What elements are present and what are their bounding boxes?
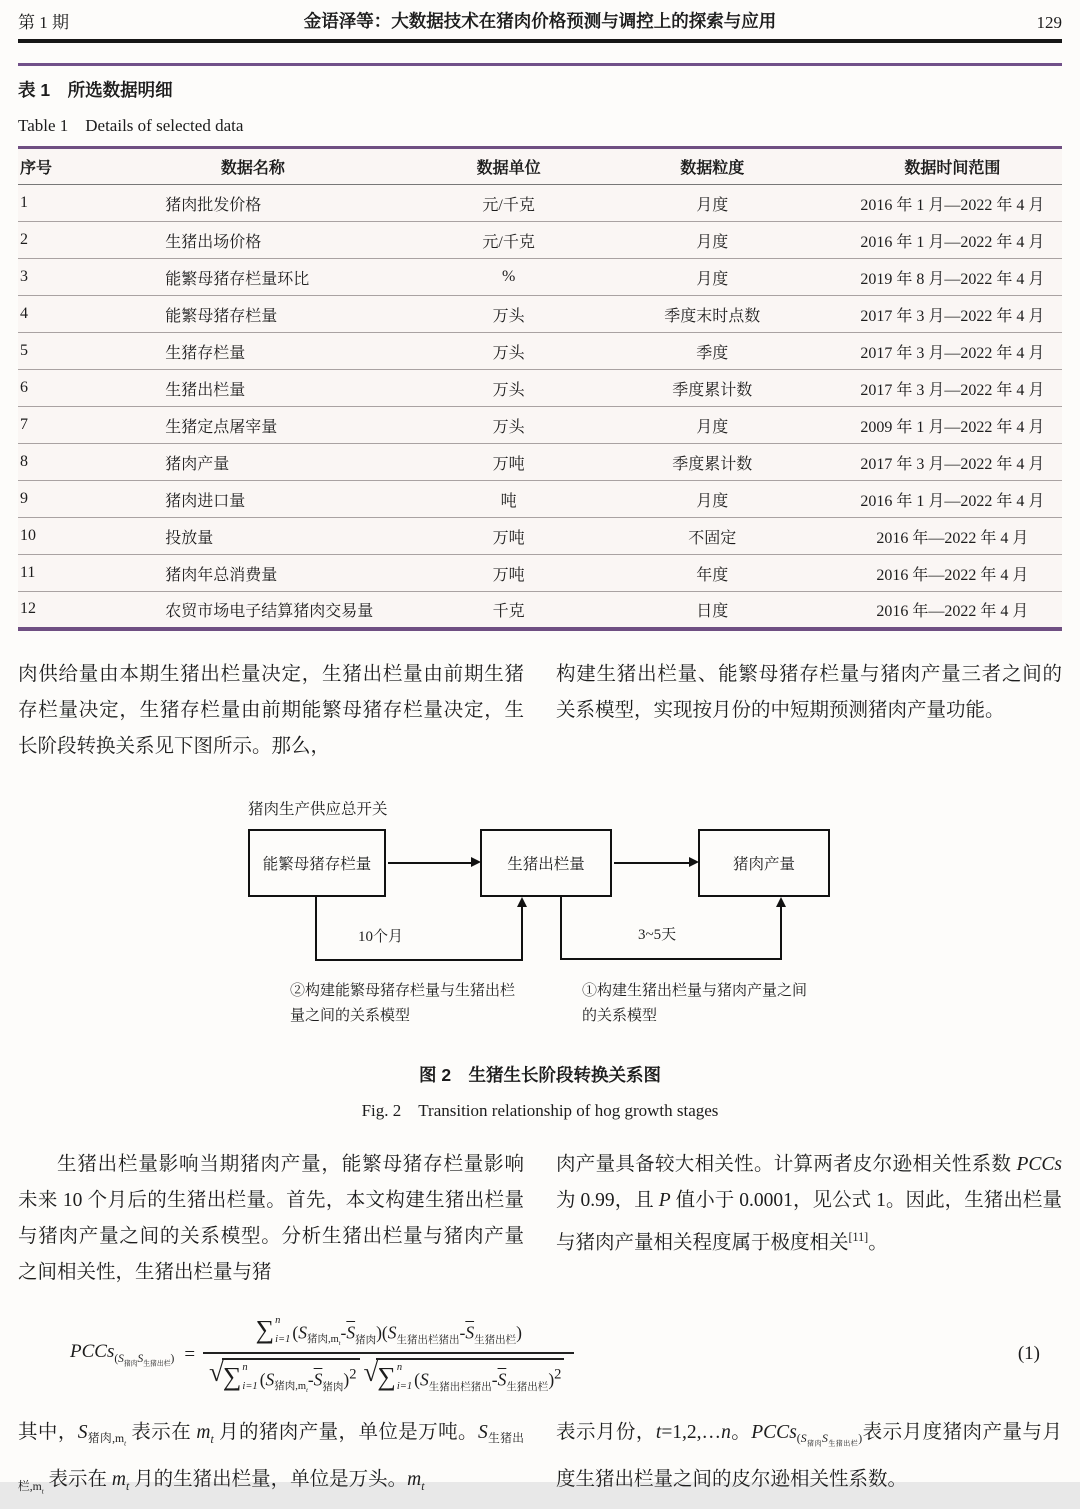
cell-range: 2017 年 3 月—2022 年 4 月: [843, 296, 1062, 333]
cell-granularity: 年度: [582, 555, 843, 592]
table-row: [18, 370, 1062, 407]
loop1-label: 10个月: [358, 928, 404, 945]
cell-name: 投放量: [70, 518, 435, 555]
arrowhead-up-icon: [776, 897, 786, 907]
cell-granularity: 月度: [582, 185, 843, 222]
running-header: [18, 0, 1062, 33]
cell-name: 猪肉年总消费量: [70, 555, 435, 592]
table-caption-en: Table 1 Details of selected data: [18, 116, 244, 135]
cell-range: 2019 年 8 月—2022 年 4 月: [843, 259, 1062, 296]
cell-serial: 9: [18, 481, 70, 518]
cell-granularity: 月度: [582, 407, 843, 444]
cell-name: 能繁母猪存栏量环比: [70, 259, 435, 296]
cell-range: 2016 年 1 月—2022 年 4 月: [843, 185, 1062, 222]
cell-serial: 3: [18, 259, 70, 296]
cell-unit: 元/千克: [436, 222, 582, 259]
diagram-note-1: ①构建生猪出栏量与猪肉产量之间的关系模型: [582, 982, 808, 1024]
cell-name: 猪肉产量: [70, 444, 435, 481]
cell-name: 农贸市场电子结算猪肉交易量: [165, 602, 374, 620]
col-header-granularity: 数据粒度: [582, 148, 843, 185]
paragraph-right-mid: 肉产量具备较大相关性。计算两者皮尔逊相关性系数 PCCs 为 0.99，且 P 值小于 0.0001，见公式 1。因此，生猪出栏量与猪肉产量相关程度属于极度相关[11]。: [556, 1153, 1062, 1253]
cell-unit: 元/千克: [436, 185, 582, 222]
table-row: [18, 555, 1062, 592]
cell-range: 2017 年 3 月—2022 年 4 月: [843, 444, 1062, 481]
cell-range: 2016 年 1 月—2022 年 4 月: [843, 222, 1062, 259]
loop2-up-line: [780, 906, 782, 958]
paragraph-left-bottom: 其中，$S_{猪肉,m_t}$ 表示在 $m_t$ 月的猪肉产量，单位是万吨。$S_{生猪出栏,m_t}$ 表示在 $m_t$ 月的生猪出栏量，单位是万头。$m_t$: [18, 1421, 524, 1495]
loop2-label: 3~5天: [638, 926, 677, 943]
table-row: [18, 592, 1062, 629]
fraction: [203, 1315, 574, 1395]
figure-caption-en: Fig. 2 Transition relationship of hog growth stages: [361, 1100, 719, 1120]
cell-unit: %: [436, 259, 582, 296]
hog-growth-diagram: [230, 801, 950, 1046]
cell-range: 2017 年 3 月—2022 年 4 月: [843, 370, 1062, 407]
cell-serial: 12: [20, 600, 36, 618]
body-text-mid: [18, 1147, 1062, 1291]
cell-serial: 4: [18, 296, 70, 333]
cell-name: 猪肉进口量: [70, 481, 435, 518]
table-header-row: [18, 148, 1062, 185]
arrowhead-right-icon: [689, 857, 699, 867]
cell-range: 2016 年—2022 年 4 月: [876, 602, 1029, 620]
cell-name: 生猪存栏量: [70, 333, 435, 370]
table-row: [18, 222, 1062, 259]
arrowhead-right-icon: [471, 857, 481, 867]
equals-sign: =: [184, 1343, 196, 1365]
cell-granularity: 月度: [582, 481, 843, 518]
table-row: [18, 407, 1062, 444]
cell-range: 2016 年 1 月—2022 年 4 月: [843, 481, 1062, 518]
cell-serial: 7: [18, 407, 70, 444]
cell-unit: 万吨: [436, 518, 582, 555]
cell-serial: 10: [18, 518, 70, 555]
arrow-line-1: [388, 862, 471, 864]
cell-range: 2017 年 3 月—2022 年 4 月: [843, 333, 1062, 370]
numerator: ∑ n i=1 $(S_{猪肉,m_t}-\overline{S}_{猪肉})(S_{生猪出栏猪出}-\overline{S}_{生猪出栏})$: [255, 1314, 522, 1348]
cell-unit: 万吨: [436, 444, 582, 481]
cell-unit: 万头: [436, 407, 582, 444]
cell-granularity: 季度累计数: [582, 444, 843, 481]
cell-name: 生猪出栏量: [70, 370, 435, 407]
loop2-down-line: [560, 897, 562, 960]
cell-granularity: 不固定: [582, 518, 843, 555]
radical-2: √ ∑ n i=1 $(S_{生猪出栏猪出}-\overline{S}_{生猪出栏})^2$: [364, 1358, 565, 1394]
cell-range: 2016 年—2022 年 4 月: [843, 555, 1062, 592]
loop1-up-line: [521, 906, 523, 961]
page-number: 129: [1036, 13, 1062, 32]
cell-range: 2016 年—2022 年 4 月: [843, 518, 1062, 555]
equation-1: [18, 1305, 1062, 1405]
cell-serial: 11: [18, 555, 70, 592]
col-header-unit: 数据单位: [436, 148, 582, 185]
cell-name: 能繁母猪存栏量: [70, 296, 435, 333]
arrow-line-2: [614, 862, 689, 864]
table-row: [18, 444, 1062, 481]
cell-serial: 2: [18, 222, 70, 259]
col-header-range: 数据时间范围: [843, 148, 1062, 185]
diagram-switch-label: 猪肉生产供应总开关: [248, 800, 388, 818]
cell-granularity: 季度累计数: [582, 370, 843, 407]
cell-serial: 1: [18, 185, 70, 222]
table-row: [18, 481, 1062, 518]
cell-serial: 8: [18, 444, 70, 481]
math-p: P: [658, 1189, 671, 1211]
diagram-box-sow-inventory: 能繁母猪存栏量: [248, 829, 386, 897]
issue-label: 第 1 期: [18, 13, 69, 32]
math-pccs: PCCs: [1016, 1153, 1062, 1175]
table-row: [18, 296, 1062, 333]
sum-operator: ∑ n i=1: [255, 1314, 291, 1345]
cell-unit: 千克: [492, 602, 525, 620]
equation-number: (1): [1017, 1342, 1040, 1364]
radical-1: √ ∑ n i=1 $(S_{猪肉,m_t}-\overline{S}_{猪肉})^2$: [209, 1358, 359, 1395]
body-text-bottom: [18, 1415, 1062, 1509]
cell-name: 猪肉批发价格: [70, 185, 435, 222]
arrowhead-up-icon: [517, 897, 527, 907]
table-row: [18, 185, 1062, 222]
cell-name: 生猪出场价格: [70, 222, 435, 259]
col-header-name: 数据名称: [70, 148, 435, 185]
diagram-box-pork-output: 猪肉产量: [698, 829, 830, 897]
paragraph-right-bottom: 表示月份，t=1,2,…n。PCCs$_{(S_{猪肉}S_{生猪出栏})}$表示月度猪肉产量与月度生猪出栏量之间的皮尔逊相关性系数。: [556, 1421, 1062, 1490]
col-header-serial: 序号: [18, 148, 70, 185]
running-title: 金语泽等：大数据技术在猪肉价格预测与调控上的探索与应用: [303, 11, 777, 31]
cell-unit: 万头: [436, 296, 582, 333]
loop2-horizontal-line: [560, 958, 782, 960]
header-rule: [18, 39, 1062, 43]
cell-granularity: 季度: [582, 333, 843, 370]
paragraph-left-mid: 生猪出栏量影响当期猪肉产量，能繁母猪存栏量影响未来 10 个月后的生猪出栏量。首先，本文构建生猪出栏量与猪肉产量之间的关系模型。分析生猪出栏量与猪肉产量之间相关性，生猪出栏量与猪: [18, 1153, 524, 1283]
diagram-box-hog-slaughter: 生猪出栏量: [480, 829, 612, 897]
equation-lhs: PCCs$_{(S_{猪肉}S_{生猪出栏})}$: [70, 1341, 175, 1368]
diagram-note-2: ②构建能繁母猪存栏量与生猪出栏量之间的关系模型: [290, 982, 516, 1024]
cell-serial: 6: [18, 370, 70, 407]
cell-unit: 吨: [436, 481, 582, 518]
cell-serial: 5: [18, 333, 70, 370]
paragraph-right-top: 构建生猪出栏量、能繁母猪存栏量与猪肉产量三者之间的关系模型，实现按月份的中短期预测猪肉产量功能。: [556, 663, 1062, 721]
cell-unit: 万头: [436, 333, 582, 370]
loop1-horizontal-line: [315, 959, 523, 961]
figure-caption-zh: 图 2 生猪生长阶段转换关系图: [418, 1064, 662, 1085]
table-row: [18, 333, 1062, 370]
cell-name: 生猪定点屠宰量: [70, 407, 435, 444]
citation-ref: [11]: [848, 1229, 869, 1244]
cell-granularity: 季度末时点数: [582, 296, 843, 333]
table-top-accent-rule: [18, 63, 1062, 66]
selected-data-table: [18, 146, 1062, 631]
denominator: [203, 1352, 574, 1395]
loop1-down-line: [315, 897, 317, 961]
table-row: [18, 259, 1062, 296]
cell-granularity: 月度: [582, 259, 843, 296]
cell-range: 2009 年 1 月—2022 年 4 月: [843, 407, 1062, 444]
table-caption-zh: 表 1 所选数据明细: [18, 80, 173, 100]
cell-granularity: 日度: [696, 602, 729, 620]
cell-unit: 万头: [436, 370, 582, 407]
body-text-top: [18, 657, 1062, 765]
cell-granularity: 月度: [582, 222, 843, 259]
paragraph-left-top: 肉供给量由本期生猪出栏量决定，生猪出栏量由前期生猪存栏量决定，生猪存栏量由前期能繁母猪存栏量决定，生长阶段转换关系见下图所示。那么，: [18, 663, 524, 757]
cell-unit: 万吨: [436, 555, 582, 592]
table-row: [18, 518, 1062, 555]
